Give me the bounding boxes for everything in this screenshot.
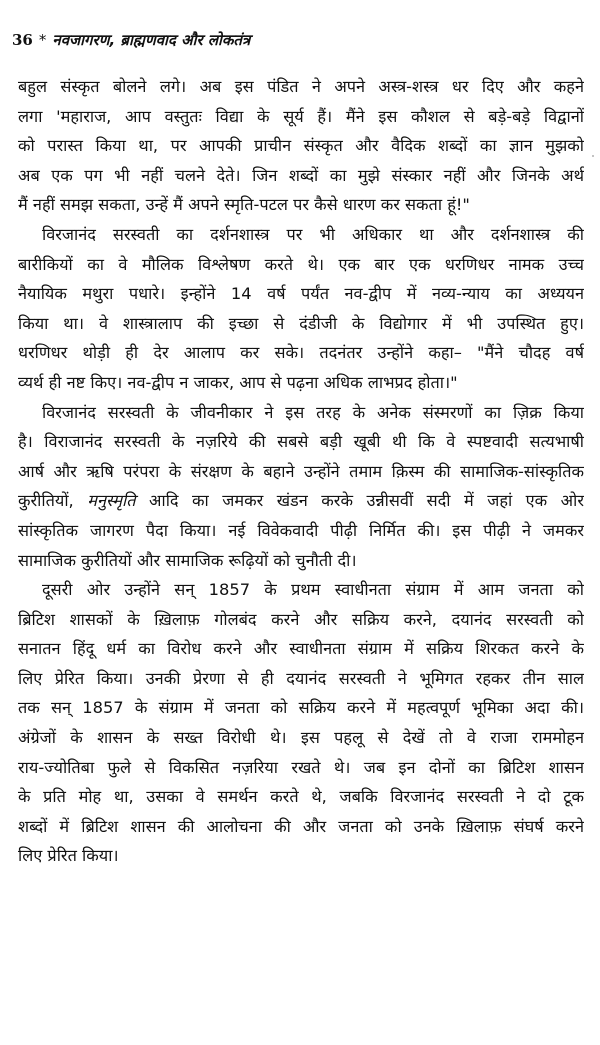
header-separator: *	[38, 31, 47, 49]
text-line: व्यर्थ ही नष्ट किए। नव-द्वीप न जाकर, आप से पढ़ना अधिक लाभप्रद होता।"	[18, 372, 458, 392]
text-line: अब एक पग भी नहीं चलने देते। जिन शब्दों का मुझे संस्कार नहीं और जिनके अर्थ	[18, 165, 584, 185]
page-header	[12, 30, 250, 50]
text-line: लगा 'महाराज, आप वस्तुतः विद्या के सूर्य हैं। मैंने इस कौशल से बड़े-बड़े विद्वानों	[18, 106, 584, 126]
text-line: नैयायिक मथुरा पधारे। इन्होंने 14 वर्ष पर्यंत नव-द्वीप में नव्य-न्याय का अध्ययन	[18, 284, 584, 304]
text-line: तक सन् 1857 के संग्राम में जनता को सक्रिय करने में महत्वपूर्ण भूमिका अदा की।	[18, 698, 584, 718]
text-line: ब्रिटिश शासकों के ख़िलाफ़ गोलबंद करने और सक्रिय करने, दयानंद सरस्वती को	[18, 609, 584, 629]
page-number: 36	[12, 31, 33, 49]
text-line: राय-ज्योतिबा फुले से विकसित नज़रिया रखते थे। जब इन दोनों का ब्रिटिश शासन	[18, 757, 584, 777]
text-line: बहुल संस्कृत बोलने लगे। अब इस पंडित ने अपने अस्त्र-शस्त्र धर दिए और कहने	[18, 77, 584, 96]
text-line: सनातन हिंदू धर्म का विरोध करने और स्वाधीनता संग्राम में सक्रिय शिरकत करने के	[18, 639, 584, 659]
text-line: बारीकियों का वे मौलिक विश्लेषण करते थे। एक बार एक धरणिधर नामक उच्च	[18, 254, 584, 274]
text-line: आर्ष और ऋषि परंपरा के संरक्षण के बहाने उन्होंने तमाम क़िस्म की सामाजिक-सांस्कृतिक	[18, 461, 584, 481]
text-line: अंग्रेजों के शासन के सख्त विरोधी थे। इस पहलू से देखें तो वे राजा राममोहन	[18, 728, 584, 748]
paragraph-start-line: विरजानंद सरस्वती के जीवनीकार ने इस तरह के अनेक संस्मरणों का ज़िक्र किया	[42, 402, 584, 422]
running-title: नवजागरण, ब्राह्मणवाद और लोकतंत्र	[52, 31, 251, 49]
paragraph-start-line: दूसरी ओर उन्होंने सन् 1857 के प्रथम स्वाधीनता संग्राम में आम जनता को	[42, 580, 584, 600]
text-line: लिए प्रेरित किया।	[18, 846, 119, 866]
text-line: को परास्त किया था, पर आपकी प्राचीन संस्कृत और वैदिक शब्दों का ज्ञान मुझको	[18, 136, 584, 156]
line-start: कुरीतियों,	[18, 491, 88, 511]
text-line: सांस्कृतिक जागरण पैदा किया। नई विवेकवादी पीढ़ी निर्मित की। इस पीढ़ी ने जमकर	[18, 520, 584, 540]
text-line: मैं नहीं समझ सकता, उन्हें मैं अपने स्मृति-पटल पर कैसे धारण कर सकता हूं!"	[18, 195, 470, 215]
text-line: शब्दों में ब्रिटिश शासन की आलोचना की और जनता को उनके ख़िलाफ़ संघर्ष करने	[18, 816, 584, 836]
text-line: किया था। वे शास्त्रालाप की इच्छा से दंडीजी के विद्योगार में भी उपस्थित हुए।	[18, 313, 584, 333]
text-line: लिए प्रेरित किया। उनकी प्रेरणा से ही दयानंद सरस्वती ने भूमिगत रहकर तीन साल	[18, 668, 584, 688]
text-line: सामाजिक कुरीतियों और सामाजिक रूढ़ियों को चुनौती दी।	[18, 550, 357, 570]
text-line-with-italic	[18, 486, 584, 516]
text-line: है। विराजानंद सरस्वती के नज़रिये की सबसे बड़ी खूबी थी कि वे स्पष्टवादी सत्यभाषी	[18, 432, 584, 452]
italic-term-manusmriti: मनुस्मृति	[87, 491, 136, 511]
text-line: के प्रति मोह था, उसका वे समर्थन करते थे, जबकि विरजानंद सरस्वती ने दो टूक	[18, 787, 584, 807]
margin-speck	[592, 155, 594, 157]
line-rest: आदि का जमकर खंडन करके उन्नीसवीं सदी में जहां एक ओर	[135, 491, 584, 511]
text-line: धरणिधर थोड़ी ही देर आलाप कर सके। तदनंतर उन्होंने कहा– "मैंने चौदह वर्ष	[18, 343, 584, 363]
body-text	[18, 72, 584, 871]
paragraph-start-line: विरजानंद सरस्वती का दर्शनशास्त्र पर भी अधिकार था और दर्शनशास्त्र की	[42, 224, 584, 244]
